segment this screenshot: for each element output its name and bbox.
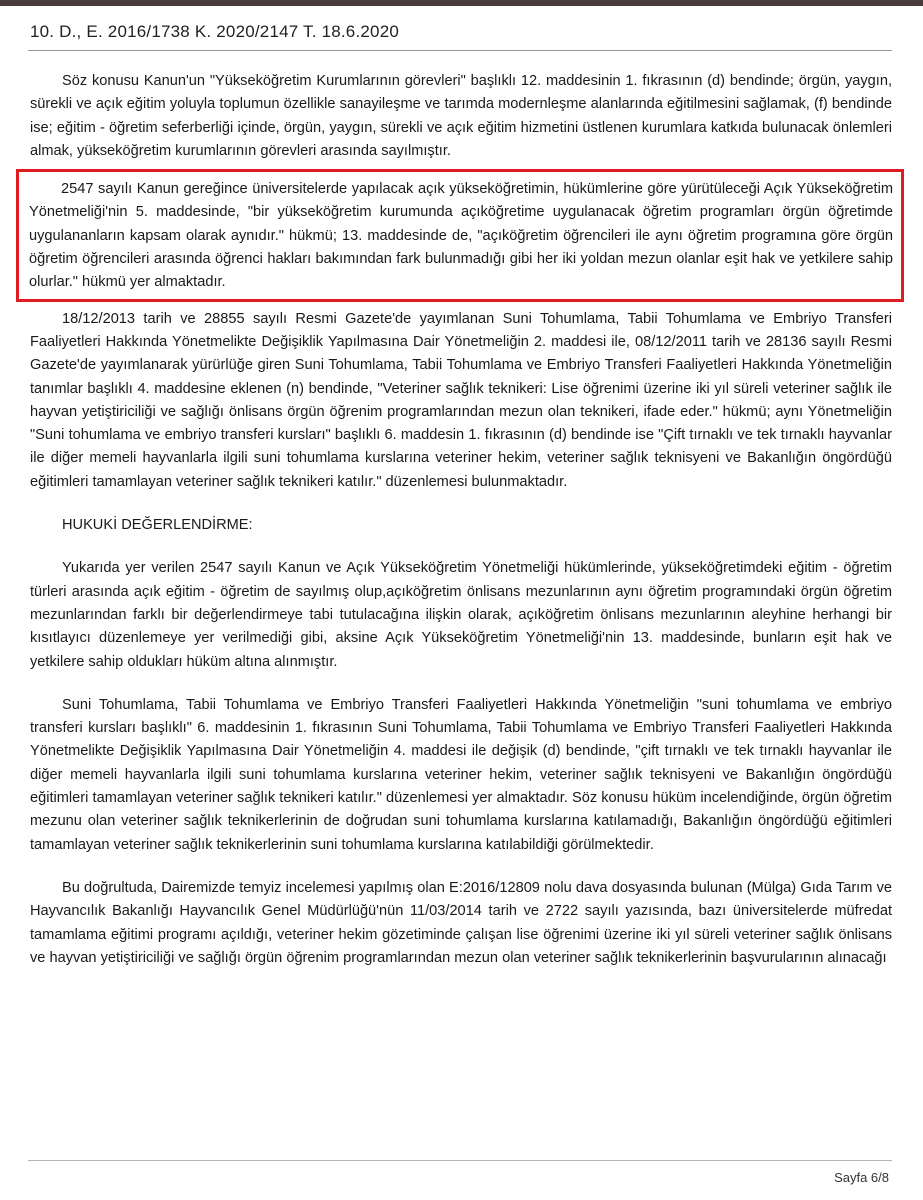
paragraph-artificial-insemination-regulation: 18/12/2013 tarih ve 28855 sayılı Resmi Gazete'de yayımlanan Suni Tohumlama, Tabii Tohumlama ve Embriyo Transferi Faaliyetleri Hakkında Yönetmelikte Değişiklik Yapılmasına Dair Yönetmeliğin 2. maddesi ile, 08/12/2011 tarih ve 28136 sayılı Resmi Gazete'de yayımlanarak yürürlüğe giren Suni Tohumlama, Tabii Tohumlama ve Embriyo Transferi Faaliyetleri Hakkında Yönetmeliğin tanımlar başlıklı 4. maddesine eklenen (n) bendinde, "Veteriner sağlık teknikeri: Lise öğrenimi üzerine iki yıl süreli veteriner sağlık ile hayvan yetiştiriciliği ve sağlığı önlisans örgün öğrenim programlarından mezun olan teknikeri, ifade eder." hükmü; aynı Yönetmeliğin "Suni tohumlama ve embriyo transferi kursları" başlıklı 6. maddesin 1. fıkrasının (d) bendinde ise "Çift tırnaklı ve tek tırnaklı hayvanlar ile diğer memeli hayvanlarla ilgili suni tohumlama kurslarına veteriner hekim, veteriner sağlık teknisyeni ve Bakanlığın öngördüğü eğitimleri tamamlayan veteriner sağlık teknikeri katılır." düzenlemesi bulunmaktadır. <box>30 310 892 490</box>
paragraph-evaluation-courses: Suni Tohumlama, Tabii Tohumlama ve Embriyo Transferi Faaliyetleri Hakkında Yönetmeliğin "suni tohumlama ve embriyo transferi kursları başlıklı" 6. maddesinin 1. fıkrasının Suni Tohumlama, Tabii Tohumlama ve Embriyo Transferi Faaliyetleri Hakkında Yönetmelikte Değişiklik Yapılmasına Dair Yönetmeliğin 4. maddesi ile değişik (d) bendinde, "çift tırnaklı ve tek tırnaklı hayvanlar ile diğer memeli hayvanlarla ilgili suni tohumlama kurslarına veteriner hekim, veteriner sağlık teknisyeni ve Bakanlığın öngördüğü eğitimleri tamamlayan veteriner sağlık teknikeri katılır." düzenlemesi yer almaktadır. Söz konusu hüküm incelendiğinde, örgün öğretim mezunu olan veteriner sağlık teknikerlerinin de doğrudan suni tohumlama kurslarına katılamadığı, Bakanlığın öngördüğü eğitimleri tamamlayan veteriner sağlık teknikerlerinin suni tohumlama kurslarına katılabildiği görülmektedir. <box>30 696 892 853</box>
footer-rule <box>28 1160 892 1161</box>
paragraph-evaluation-open-education: Yukarıda yer verilen 2547 sayılı Kanun ve Açık Yükseköğretim Yönetmeliği hükümlerinde, yükseköğretimdeki eğitim - öğretim türleri arasında açık eğitim - öğretim de sayılmış olup,açıköğretim önlisans mezunlarının aynı öğretim programındaki örgün öğretim mezunlarından farklı bir değerlendirmeye tabi tutulacağına ilişkin olarak, açıköğretim önlisans mezunlarının aleyhine herhangi bir kısıtlayıcı düzenlemeye yer verilmediği gibi, aksine Açık Yükseköğretim Yönetmeliği'nin 13. maddesinde, bunların eşit hak ve yetkilere sahip oldukları hüküm altına alınmıştır. <box>30 560 892 670</box>
paragraph-university-duties: Söz konusu Kanun'un "Yükseköğretim Kurumlarının görevleri" başlıklı 12. maddesinin 1. fıkrasının (d) bendinde; örgün, yaygın, sürekli ve açık eğitim yoluyla toplumun özellikle sanayileşme ve tarımda modernleşme alanlarında eğitilmesini sağlamak, (f) bendinde ise; eğitim - öğretim seferberliği içinde, örgün, yaygın, sürekli ve açık eğitim hizmetini üstlenen kurumlara katkıda bulunacak önlemleri almak, yükseköğretim kurumlarının görevleri arasında sayılmıştır. <box>30 73 892 159</box>
document-body <box>30 70 892 990</box>
page-number: Sayfa 6/8 <box>834 1170 889 1185</box>
highlighted-passage-box <box>16 169 904 301</box>
paragraph-open-education-regulation: 2547 sayılı Kanun gereğince üniversitelerde yapılacak açık yükseköğretimin, hükümlerine göre yürütüleceği Açık Yükseköğretim Yönetmeliği'nin 5. maddesinde, "bir yükseköğretim kurumunda açıköğretime uygulanacak öğretim programları örgün öğretimde uygulananların kapsam olarak aynıdır." hükmü; 13. maddesinde de, "açıköğretim öğrencileri ile aynı öğretim programına göre örgün öğretim öğrencileri arasında öğrenci hakları bakımından fark bulunmadığı gibi her iki yoldan mezun olanlar eşit hak ve yetkilere sahip olurlar." hükmü yer almaktadır. <box>29 181 893 291</box>
section-heading-legal-evaluation: HUKUKİ DEĞERLENDİRME: <box>62 517 253 534</box>
top-border-bar <box>0 0 923 6</box>
header-rule <box>28 50 892 51</box>
document-header: 10. D., E. 2016/1738 K. 2020/2147 T. 18.6.2020 <box>30 22 400 41</box>
paragraph-ministry-letter: Bu doğrultuda, Dairemizde temyiz incelemesi yapılmış olan E:2016/12809 nolu dava dosyasında bulunan (Mülga) Gıda Tarım ve Hayvancılık Bakanlığı Hayvancılık Genel Müdürlüğü'nün 11/03/2014 tarih ve 2722 sayılı yazısında, bazı üniversitelerde müfredat tamamlama eğitimi programı açıldığı, veteriner hekim gözetiminde çalışan lise öğrenimi üzerine iki yıl süreli veteriner sağlık önlisans ve hayvan yetiştiriciliği ve sağlığı örgün öğrenim programlarından mezun olan veteriner sağlık teknikerlerinin başvurularının alınacağı <box>30 879 892 966</box>
